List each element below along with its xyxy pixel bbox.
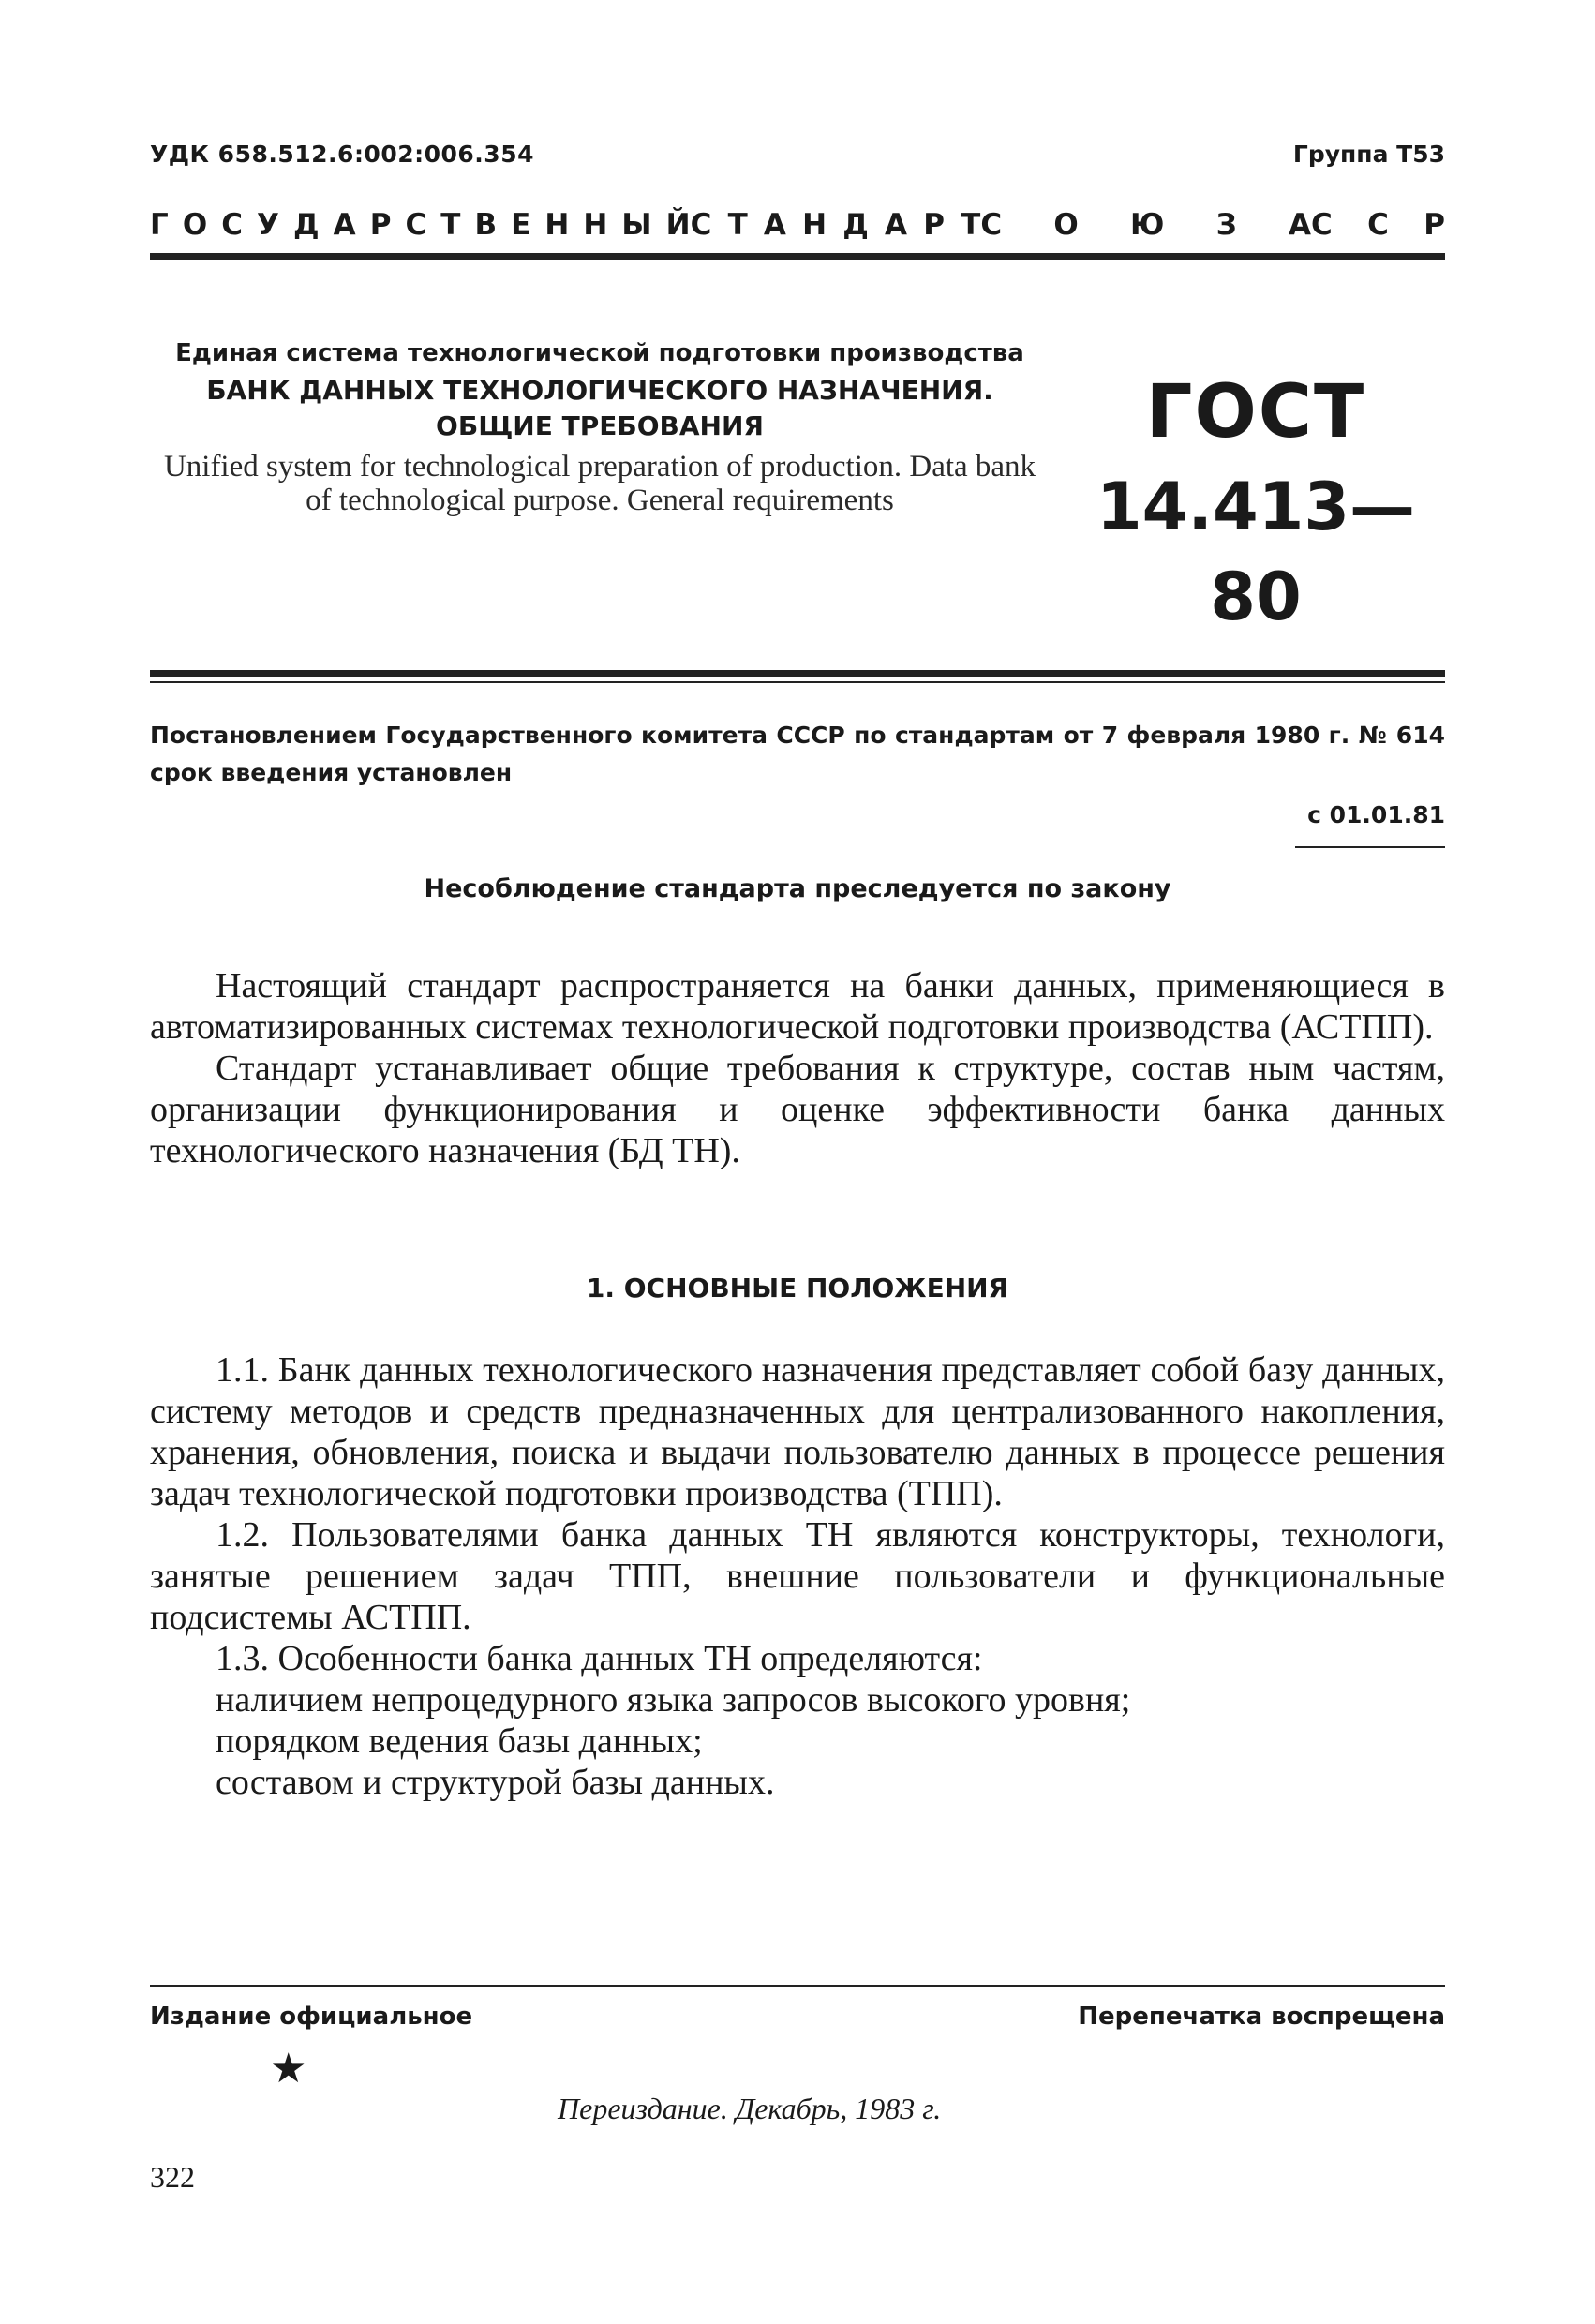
footer-rule [150,1985,1445,1987]
gost-number: 14.413—80 [1096,469,1416,635]
reissue-note: Переиздание. Декабрь, 1983 г. [558,2092,942,2125]
system-name: Единая система технологической подготовки производства [175,339,1024,367]
udk-code: УДК 658.512.6:002:006.354 [150,141,534,168]
standard-title-word: Г О С У Д А Р С Т В Е Н Н Ы Й [150,208,691,242]
intro-text [150,965,1445,1171]
title-rule-thin [150,681,1445,683]
header-rule [150,253,1445,260]
star-icon: ★ [270,2046,307,2092]
paragraph: 1.2. Пользователями банка данных ТН являются конструкторы, технологи, занятые решением задач ТПП, внешние пользователи и функциональные подсистемы АСТПП. [150,1515,1445,1637]
gost-designation [1078,370,1434,642]
law-notice: Несоблюдение стандарта преследуется по закону [424,874,1171,903]
list-item: порядком ведения базы данных; [216,1721,703,1761]
paragraph: Стандарт устанавливает общие требования к структуре, состав ным частям, организации функционирования и оценке эффективности банка данных технологического назначения (БД ТН). [150,1049,1445,1170]
date-underline [1295,846,1445,848]
decree-text: Постановлением Государственного комитета СССР по стандартам от 7 февраля 1980 г. № 614 срок введения установлен [150,722,1445,786]
list-item: составом и структурой базы данных. [216,1763,775,1802]
effective-date: с 01.01.81 [1307,801,1445,828]
title-rule [150,670,1445,677]
paragraph: 1.1. Банк данных технологического назначения представляет собой базу данных, систему методов и средств предназначенных для централизованного накопления, хранения, обновления, поиска и выдачи пользователю данных в процессе решения задач технологической подготовки производства (ТПП). [150,1350,1445,1513]
reprint-note: Перепечатка воспрещена [1078,2003,1445,2031]
section-1-text [150,1349,1445,1803]
standard-title-word: С С Р [1311,208,1445,242]
standard-title-word: С О Ю З А [980,208,1311,242]
title-block [150,337,1050,517]
gost-label: ГОСТ [1145,370,1366,454]
english-title: Unified system for technological preparation of production. Data bank of technological purpose. General requirements [163,450,1036,517]
paragraph: Настоящий стандарт распространяется на банки данных, применяющиеся в автоматизированных системах технологической подготовки производства (АСТПП). [150,966,1445,1047]
group-code: Группа Т53 [1292,141,1445,168]
list-item: наличием непроцедурного языка запросов высокого уровня; [216,1680,1131,1720]
section-title: 1. ОСНОВНЫЕ ПОЛОЖЕНИЯ [586,1273,1009,1304]
standard-title [150,208,1445,242]
standard-name: БАНК ДАННЫХ ТЕХНОЛОГИЧЕСКОГО НАЗНАЧЕНИЯ. ОБЩИЕ ТРЕБОВАНИЯ [206,375,993,441]
paragraph: 1.3. Особенности банка данных ТН определяются: [216,1639,983,1678]
edition-note: Издание официальное [150,2003,473,2031]
standard-title-word: С Т А Н Д А Р Т [690,208,981,242]
page-number: 322 [150,2160,195,2194]
